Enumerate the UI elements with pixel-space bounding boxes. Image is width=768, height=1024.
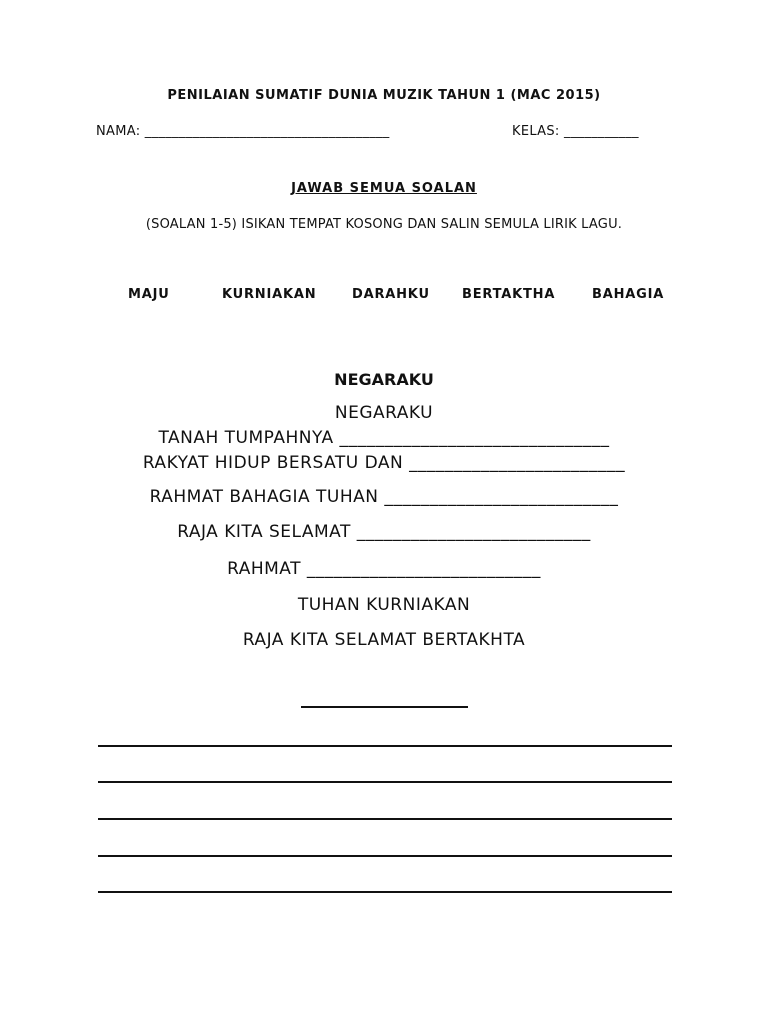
answer-line — [98, 781, 672, 783]
word-bank-item: BAHAGIA — [592, 287, 665, 302]
word-bank-item: BERTAKTHA — [462, 287, 556, 302]
word-bank-item: KURNIAKAN — [222, 287, 317, 302]
main-instruction: JAWAB SEMUA SOALAN — [291, 181, 477, 196]
lyric-line: RAKYAT HIDUP BERSATU DAN ________________________ — [142, 453, 626, 473]
answer-line — [98, 855, 672, 857]
lyric-line: RAHMAT __________________________ — [227, 559, 541, 579]
lyric-line: TUHAN KURNIAKAN — [297, 595, 471, 615]
title-blank-line — [301, 706, 468, 708]
lyric-line: TANAH TUMPAHNYA ______________________________ — [158, 428, 610, 448]
answer-line — [98, 891, 672, 893]
sub-instruction: (SOALAN 1-5) ISIKAN TEMPAT KOSONG DAN SALIN SEMULA LIRIK LAGU. — [145, 217, 623, 232]
word-bank-item: MAJU — [128, 287, 170, 302]
name-field: NAMA: ____________________________________ — [96, 124, 390, 139]
lyric-line: RAJA KITA SELAMAT BERTAKHTA — [242, 630, 526, 650]
page-title: PENILAIAN SUMATIF DUNIA MUZIK TAHUN 1 (MAC 2015) — [167, 88, 601, 103]
class-field: KELAS: ___________ — [512, 124, 639, 139]
word-bank-item: DARAHKU — [352, 287, 430, 302]
answer-line — [98, 818, 672, 820]
lyric-line: RAJA KITA SELAMAT __________________________ — [177, 522, 591, 542]
lyric-line: NEGARAKU — [334, 403, 434, 423]
answer-line — [98, 745, 672, 747]
lyric-line: RAHMAT BAHAGIA TUHAN __________________________ — [149, 487, 619, 507]
song-title: NEGARAKU — [334, 370, 434, 389]
